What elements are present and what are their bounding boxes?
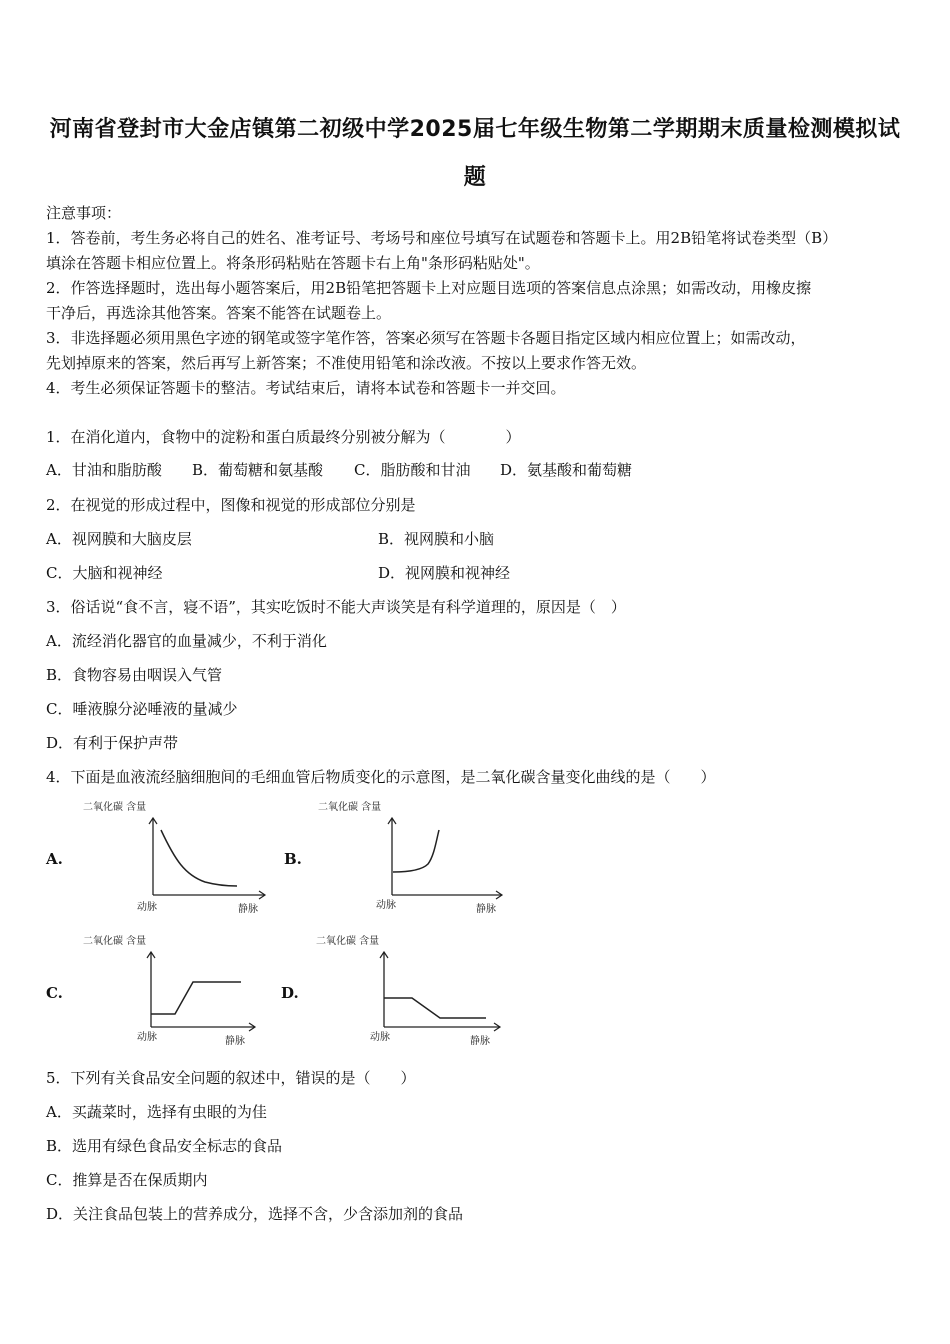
graph-b	[310, 800, 520, 915]
question-2-stem: 2．在视觉的形成过程中，图像和视觉的形成部位分别是	[46, 496, 416, 514]
graph-c-curve	[151, 982, 241, 1014]
graph-b-curve	[393, 830, 439, 872]
graph-a-letter: A.	[46, 850, 63, 868]
notice-heading: 注意事项：	[46, 204, 122, 222]
question-1-stem: 1．在消化道内，食物中的淀粉和蛋白质最终分别被分解为（ ）	[46, 428, 521, 446]
question-1-option-d: D．氨基酸和葡萄糖	[500, 461, 633, 479]
question-3-option-d: D．有利于保护声带	[46, 734, 179, 752]
notice-line: 3．非选择题必须用黑色字迹的钢笔或签字笔作答，答案必须写在答题卡各题目指定区域内相应位置上；如需改动，	[46, 329, 806, 347]
graph-a-curve	[161, 830, 237, 886]
question-3-option-c: C．唾液腺分泌唾液的量减少	[46, 700, 238, 718]
notice-line: 1．答卷前，考生务必将自己的姓名、准考证号、考场号和座位号填写在试题卷和答题卡上。用2B铅笔将试卷类型（B）	[46, 229, 838, 247]
question-5-option-d: D．关注食品包装上的营养成分，选择不含，少含添加剂的食品	[46, 1205, 464, 1223]
graph-d	[308, 932, 518, 1047]
graph-d-x-start: 动脉	[370, 1032, 390, 1043]
question-2-option-c: C．大脑和视神经	[46, 564, 163, 582]
question-1-option-b: B．葡萄糖和氨基酸	[192, 461, 324, 479]
notice-line: 干净后，再选涂其他答案。答案不能答在试题卷上。	[46, 304, 392, 322]
graph-d-curve	[384, 998, 486, 1018]
graph-d-letter: D.	[281, 984, 299, 1002]
graph-c-letter: C.	[46, 984, 63, 1002]
graph-a-x-end: 静脉	[238, 904, 258, 915]
graph-c-x-end: 静脉	[225, 1036, 245, 1047]
graph-c-x-start: 动脉	[137, 1032, 157, 1043]
notice-line: 填涂在答题卡相应位置上。将条形码粘贴在答题卡右上角"条形码粘贴处"。	[46, 254, 540, 272]
graph-d-ylabel: 二氧化碳 含量	[316, 936, 380, 947]
notice-line: 4．考生必须保证答题卡的整洁。考试结束后，请将本试卷和答题卡一并交回。	[46, 379, 566, 397]
graph-a-x-start: 动脉	[137, 902, 157, 913]
graph-c-ylabel: 二氧化碳 含量	[83, 936, 147, 947]
notice-line: 先划掉原来的答案，然后再写上新答案；不准使用铅笔和涂改液。不按以上要求作答无效。	[46, 354, 647, 372]
question-5-stem: 5．下列有关食品安全问题的叙述中，错误的是（ ）	[46, 1069, 416, 1087]
question-1-option-a: A．甘油和脂肪酸	[46, 461, 162, 479]
question-5-option-b: B．选用有绿色食品安全标志的食品	[46, 1137, 283, 1155]
graph-c	[75, 932, 275, 1047]
question-1-option-c: C．脂肪酸和甘油	[354, 461, 471, 479]
graph-b-x-end: 静脉	[476, 904, 496, 915]
question-5-option-c: C．推算是否在保质期内	[46, 1171, 208, 1189]
graph-b-letter: B.	[284, 850, 302, 868]
question-4-stem: 4．下面是血液流经脑细胞间的毛细血管后物质变化的示意图，是二氧化碳含量变化曲线的是（ ）	[46, 768, 716, 786]
page-title-line1: 河南省登封市大金店镇第二初级中学2025届七年级生物第二学期期末质量检测模拟试	[49, 117, 901, 142]
question-3-option-b: B．食物容易由咽误入气管	[46, 666, 223, 684]
question-2-option-a: A．视网膜和大脑皮层	[46, 530, 192, 548]
graph-a	[75, 800, 275, 915]
page-title-line2: 题	[463, 165, 487, 190]
question-5-option-a: A．买蔬菜时，选择有虫眼的为佳	[46, 1103, 267, 1121]
graph-b-ylabel: 二氧化碳 含量	[318, 802, 382, 813]
graph-a-ylabel: 二氧化碳 含量	[83, 802, 147, 813]
notice-line: 2．作答选择题时，选出每小题答案后，用2B铅笔把答题卡上对应题目选项的答案信息点涂黑；如需改动，用橡皮擦	[46, 279, 812, 297]
graph-b-x-start: 动脉	[376, 900, 396, 911]
graph-d-x-end: 静脉	[470, 1036, 490, 1047]
question-2-option-b: B．视网膜和小脑	[378, 530, 495, 548]
question-3-stem: 3．俗话说“食不言，寝不语”，其实吃饭时不能大声谈笑是有科学道理的，原因是（ ）	[46, 598, 626, 616]
question-3-option-a: A．流经消化器官的血量减少，不利于消化	[46, 632, 327, 650]
question-2-option-d: D．视网膜和视神经	[378, 564, 511, 582]
